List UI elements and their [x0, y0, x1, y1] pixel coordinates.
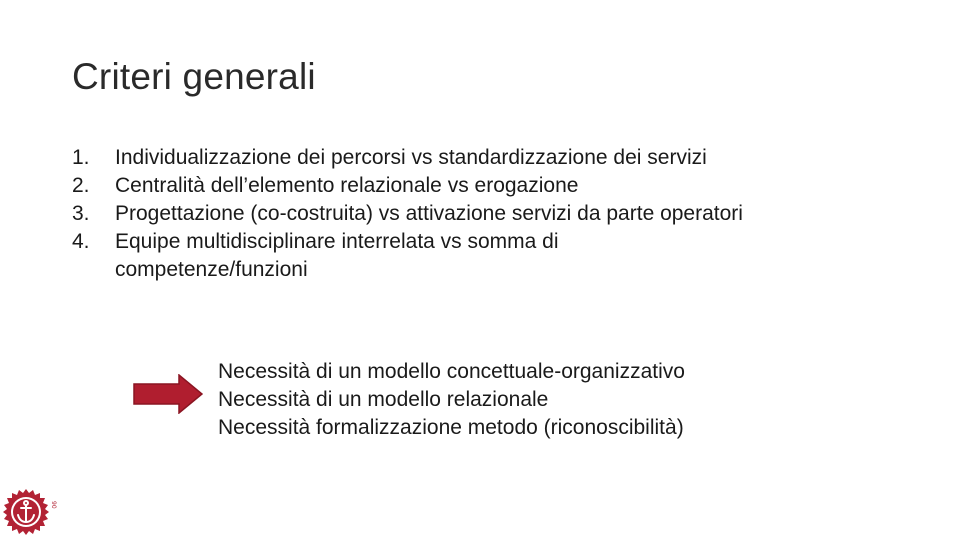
criteria-item — [72, 144, 912, 172]
criteria-item — [72, 228, 912, 284]
need-item: Necessità formalizzazione metodo (riconoscibilità) — [218, 416, 684, 439]
right-arrow-icon — [133, 374, 203, 414]
criteria-text: Progettazione (co-costruita) vs attivazione servizi da parte operatori — [115, 202, 743, 225]
anchor-logo-icon — [2, 488, 50, 536]
criteria-number: 1. — [72, 146, 90, 169]
need-item: Necessità di un modello relazionale — [218, 388, 549, 411]
criteria-number: 4. — [72, 230, 90, 253]
need-item: Necessità di un modello concettuale-organizzativo — [218, 360, 685, 383]
criteria-item — [72, 200, 912, 228]
criteria-number: 3. — [72, 202, 90, 225]
needs-list — [218, 358, 685, 442]
criteria-text: Centralità dell’elemento relazionale vs erogazione — [115, 174, 579, 197]
logo-caption: 90 — [50, 501, 57, 509]
criteria-text: Equipe multidisciplinare interrelata vs somma di competenze/funzioni — [115, 230, 559, 281]
criteria-text: Individualizzazione dei percorsi vs standardizzazione dei servizi — [115, 146, 707, 169]
criteria-number: 2. — [72, 174, 90, 197]
slide-title: Criteri generali — [72, 56, 316, 97]
criteria-item — [72, 172, 912, 200]
criteria-list — [72, 144, 912, 284]
